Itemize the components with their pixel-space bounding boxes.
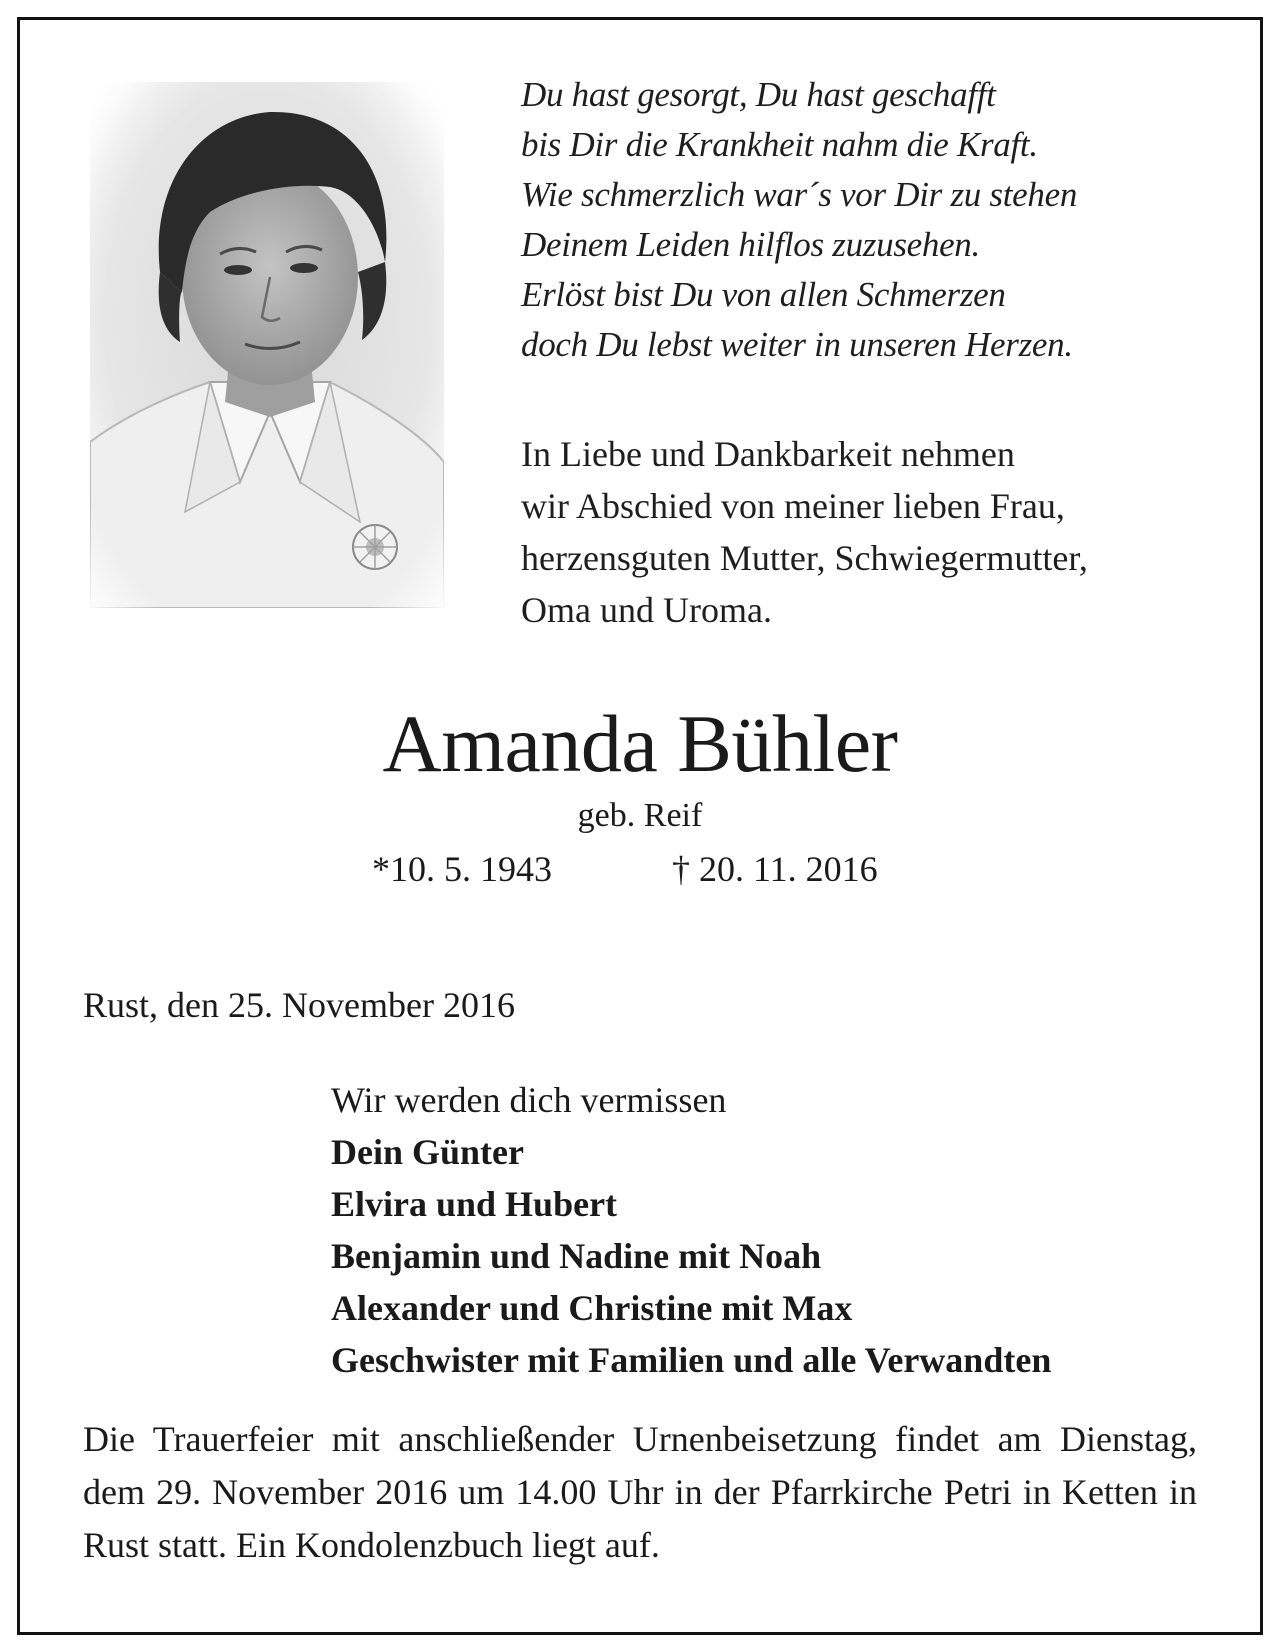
portrait-photo xyxy=(90,82,444,608)
poem-line: Wie schmerzlich war´s vor Dir zu stehen xyxy=(521,175,1078,214)
mourner-name: Alexander und Christine mit Max xyxy=(331,1288,853,1328)
death-date: † 20. 11. 2016 xyxy=(672,849,878,889)
mourner-name: Geschwister mit Familien und alle Verwandten xyxy=(331,1340,1052,1380)
poem-line: Deinem Leiden hilflos zuzusehen. xyxy=(521,225,980,264)
mourner-name: Elvira und Hubert xyxy=(331,1184,618,1224)
maiden-name: geb. Reif xyxy=(577,797,703,834)
mourners-block xyxy=(331,1074,1051,1386)
miss-line: Wir werden dich vermissen xyxy=(331,1080,727,1120)
intro-line: In Liebe und Dankbarkeit nehmen xyxy=(521,434,1015,474)
intro-line: herzensguten Mutter, Schwiegermutter, xyxy=(521,538,1088,578)
poem-line: bis Dir die Krankheit nahm die Kraft. xyxy=(521,125,1038,164)
mourner-name: Dein Günter xyxy=(331,1132,524,1172)
mourner-name: Benjamin und Nadine mit Noah xyxy=(331,1236,822,1276)
place-and-date: Rust, den 25. November 2016 xyxy=(83,985,515,1025)
deceased-name: Amanda Bühler xyxy=(382,698,898,789)
intro-line: wir Abschied von meiner lieben Frau, xyxy=(521,486,1065,526)
farewell-intro xyxy=(521,428,1088,636)
intro-line: Oma und Uroma. xyxy=(521,590,772,630)
poem-line: doch Du lebst weiter in unseren Herzen. xyxy=(521,325,1073,364)
funeral-service-info: Die Trauerfeier mit anschließender Urnenbeisetzung findet am Dienstag, dem 29. November 2016 um 14.00 Uhr in der Pfarrkirche Petri in Ketten in Rust statt. Ein Kondolenzbuch liegt auf. xyxy=(83,1419,1197,1565)
birth-date: *10. 5. 1943 xyxy=(372,849,552,889)
poem-line: Erlöst bist Du von allen Schmerzen xyxy=(521,275,1006,314)
memorial-poem xyxy=(521,70,1077,370)
poem-line: Du hast gesorgt, Du hast geschafft xyxy=(521,75,996,114)
